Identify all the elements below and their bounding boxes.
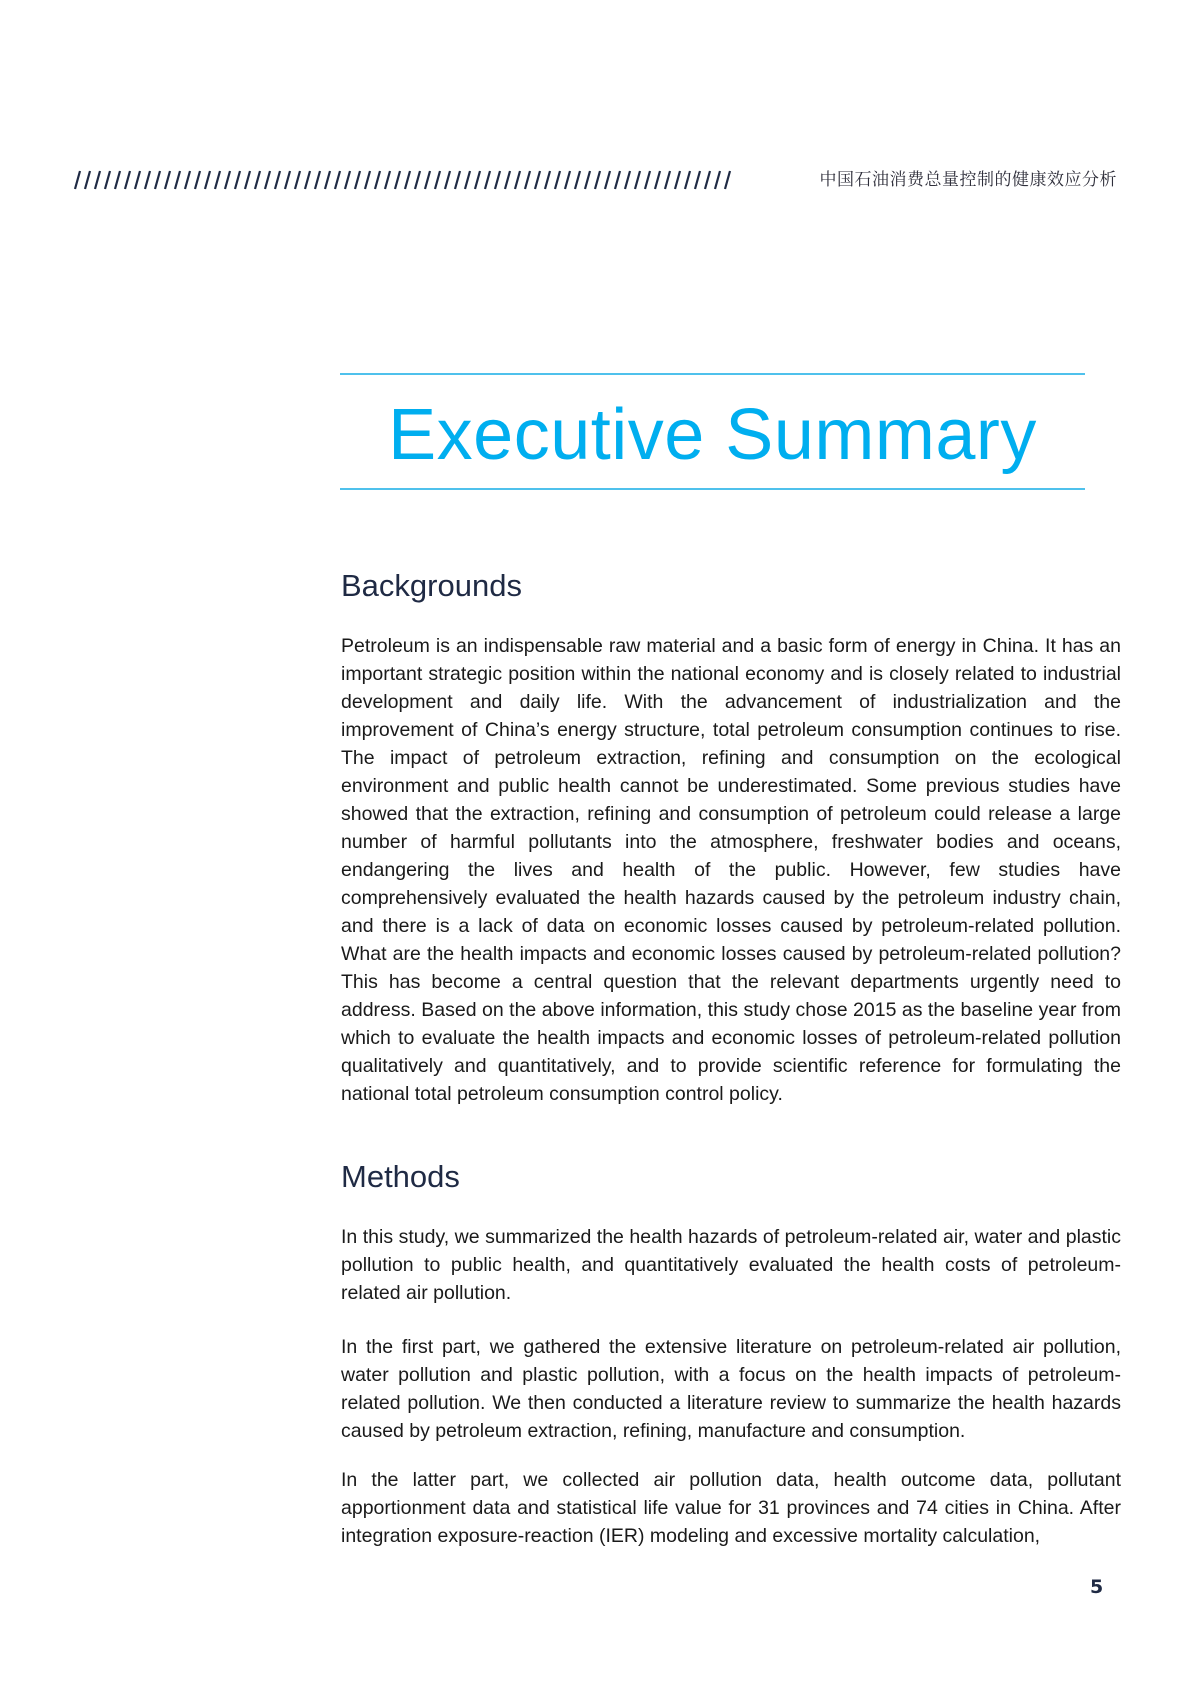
page-number: 5 (1090, 1576, 1104, 1598)
methods-paragraph-2: In the first part, we gathered the extensive literature on petroleum-related air pollution, water pollution and plastic pollution, with a focus on the health impacts of petroleum-related pollution. We then conducted a literature review to summarize the health hazards caused by petroleum extraction, refining, manufacture and consumption. (341, 1336, 1121, 1442)
section-heading-backgrounds: Backgrounds (341, 568, 522, 603)
report-title: 中国石油消费总量控制的健康效应分析 (819, 170, 1117, 190)
title-rule-top (340, 373, 1085, 375)
methods-paragraph-3: In the latter part, we collected air pollution data, health outcome data, pollutant apportionment data and statistical life value for 31 provinces and 74 cities in China. After integration exposure-reaction (IER) modeling and excessive mortality calculation, (341, 1469, 1121, 1547)
title-rule-bottom (340, 488, 1085, 490)
backgrounds-paragraph: Petroleum is an indispensable raw material and a basic form of energy in China. It has an important strategic position within the national economy and is closely related to industrial development and daily life. With the advancement of industrialization and the improvement of China’s energy structure, total petroleum consumption continues to rise. The impact of petroleum extraction, refining and consumption on the ecological environment and public health cannot be underestimated. Some previous studies have showed that the extraction, refining and consumption of petroleum could release a large number of harmful pollutants into the atmosphere, freshwater bodies and oceans, endangering the lives and health of the public. However, few studies have comprehensively evaluated the health hazards caused by the petroleum industry chain, and there is a lack of data on economic losses caused by petroleum-related pollution. What are the health impacts and economic losses caused by petroleum-related pollution? This has become a central question that the relevant departments urgently need to address. Based on the above information, this study chose 2015 as the baseline year from which to evaluate the health impacts and economic losses of petroleum-related pollution qualitatively and quantitatively, and to provide scientific reference for formulating the national total petroleum consumption control policy. (341, 635, 1121, 1105)
page-title: Executive Summary (388, 395, 1037, 475)
running-header (72, 168, 1117, 192)
section-heading-methods: Methods (341, 1159, 460, 1194)
hatch-pattern-decoration (72, 170, 732, 190)
methods-paragraph-1: In this study, we summarized the health hazards of petroleum-related air, water and plastic pollution to public health, and quantitatively evaluated the health costs of petroleum-related air pollution. (341, 1226, 1121, 1304)
